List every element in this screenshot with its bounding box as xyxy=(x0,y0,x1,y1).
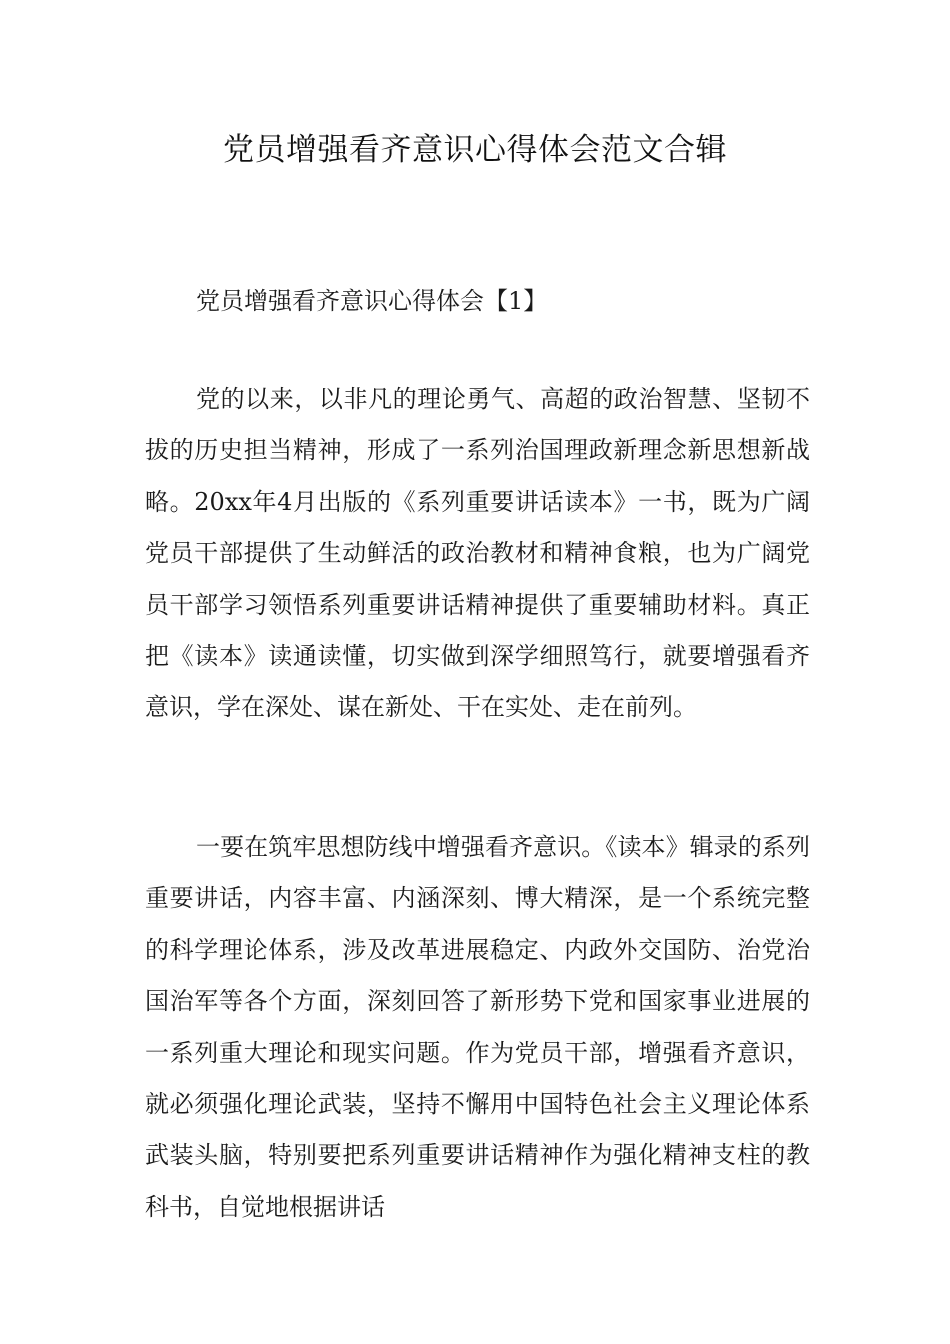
body-paragraph: 一要在筑牢思想防线中增强看齐意识。《读本》辑录的系列重要讲话，内容丰富、内涵深刻、博大精深，是一个系统完整的科学理论体系，涉及改革进展稳定、内政外交国防、治党治国治军等各个方面，深刻回答了新形势下党和国家事业进展的一系列重大理论和现实问题。作为党员干部，增强看齐意识，就必须强化理论武装，坚持不懈用中国特色社会主义理论体系武装头脑，特别要把系列重要讲话精神作为强化精神支柱的教科书，自觉地根据讲话 xyxy=(145,833,810,1221)
document-title: 党员增强看齐意识心得体会范文合辑 xyxy=(223,132,727,168)
section-heading: 党员增强看齐意识心得体会【1】 xyxy=(196,287,548,315)
body-paragraph: 党的以来，以非凡的理论勇气、高超的政治智慧、坚韧不拔的历史担当精神，形成了一系列治国理政新理念新思想新战略。20xx年4月出版的《系列重要讲话读本》一书，既为广阔党员干部提供了生动鲜活的政治教材和精神食粮，也为广阔党员干部学习领悟系列重要讲话精神提供了重要辅助材料。真正把《读本》读通读懂，切实做到深学细照笃行，就要增强看齐意识，学在深处、谋在新处、干在实处、走在前列。 xyxy=(145,385,810,722)
